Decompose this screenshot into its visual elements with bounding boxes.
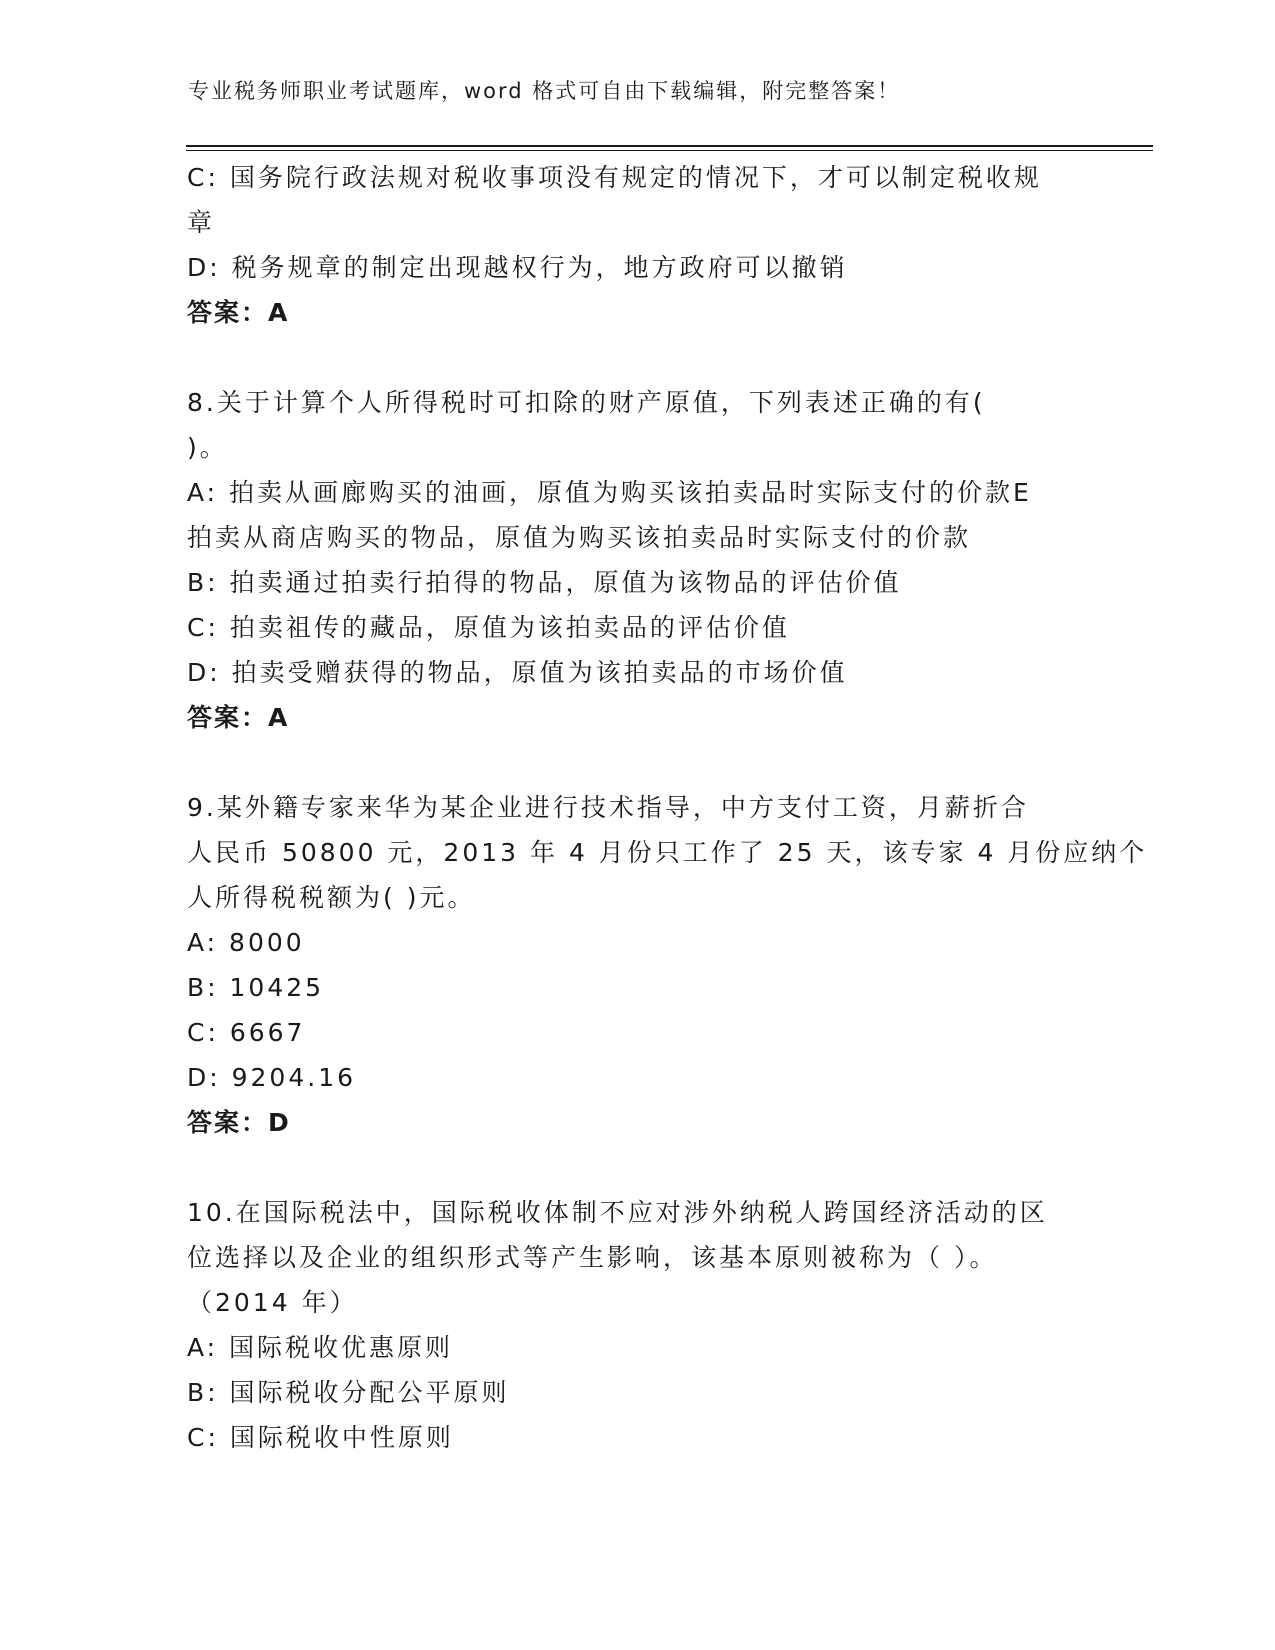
option-d: D: 9204.16: [187, 1063, 357, 1092]
option-a: A: 国际税收优惠原则: [187, 1333, 454, 1362]
header-divider: [186, 145, 1153, 151]
question-stem-line3: （2014 年）: [187, 1288, 358, 1317]
prev-question: [187, 155, 1107, 335]
option-c-line1: C: 国务院行政法规对税收事项没有规定的情况下，才可以制定税收规: [187, 163, 1042, 192]
question-stem-line2: 位选择以及企业的组织形式等产生影响，该基本原则被称为（ ）。: [187, 1243, 998, 1272]
spacer: [187, 1145, 1107, 1190]
question-stem-line2: )。: [187, 433, 228, 462]
option-d: D: 拍卖受赠获得的物品，原值为该拍卖品的市场价值: [187, 658, 848, 687]
option-c-line2: 章: [187, 208, 216, 237]
question-stem-line3: 人所得税税额为( )元。: [187, 883, 476, 912]
option-d: D: 税务规章的制定出现越权行为，地方政府可以撤销: [187, 253, 848, 282]
page-header: 专业税务师职业考试题库，word 格式可自由下载编辑，附完整答案！: [188, 79, 901, 103]
option-c: C: 国际税收中性原则: [187, 1423, 454, 1452]
option-a: A: 8000: [187, 928, 305, 957]
option-b: B: 10425: [187, 973, 325, 1002]
question-content: [187, 155, 1148, 1460]
answer-label: 答案：A: [187, 298, 290, 327]
question-stem-line1: 9.某外籍专家来华为某企业进行技术指导，中方支付工资，月薪折合: [187, 793, 1029, 822]
spacer: [187, 335, 1107, 380]
answer-label: 答案：D: [187, 1108, 291, 1137]
question-stem-line1: 10.在国际税法中，国际税收体制不应对涉外纳税人跨国经济活动的区: [187, 1198, 1048, 1227]
question-8: [187, 380, 1107, 740]
question-stem-line2: 人民币 50800 元，2013 年 4 月份只工作了 25 天，该专家 4 月份应纳个: [187, 838, 1148, 867]
question-9: [187, 785, 1148, 1145]
spacer: [187, 740, 1107, 785]
option-b: B: 国际税收分配公平原则: [187, 1378, 510, 1407]
question-10: [187, 1190, 1107, 1460]
option-a-line2: 拍卖从商店购买的物品，原值为购买该拍卖品时实际支付的价款: [187, 523, 972, 552]
answer-label: 答案：A: [187, 703, 290, 732]
option-c: C: 6667: [187, 1018, 306, 1047]
question-stem-line1: 8.关于计算个人所得税时可扣除的财产原值，下列表述正确的有(: [187, 388, 986, 417]
option-c: C: 拍卖祖传的藏品，原值为该拍卖品的评估价值: [187, 613, 790, 642]
option-b: B: 拍卖通过拍卖行拍得的物品，原值为该物品的评估价值: [187, 568, 902, 597]
option-a-line1: A: 拍卖从画廊购买的油画，原值为购买该拍卖品时实际支付的价款E: [187, 478, 1032, 507]
